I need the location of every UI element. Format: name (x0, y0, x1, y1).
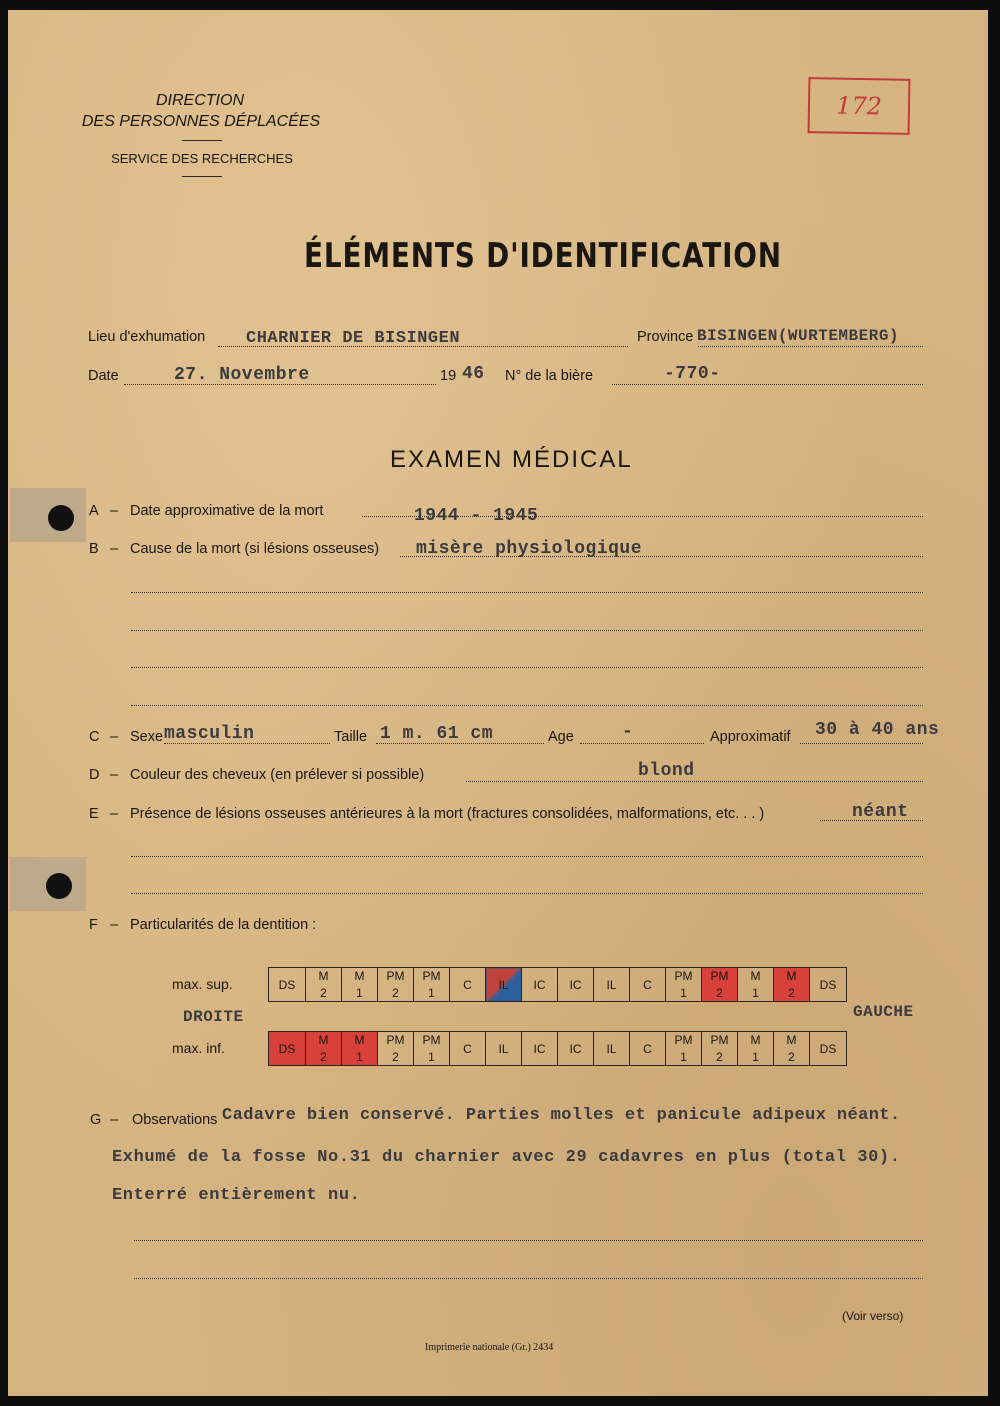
tooth-code: PM (386, 969, 405, 983)
tooth-sup-3 (378, 968, 414, 1002)
tooth-code: DS (278, 977, 296, 992)
tooth-code: C (463, 1041, 472, 1056)
date-label: Date (88, 368, 119, 384)
observations-dotted-line-5 (134, 1278, 923, 1279)
tooth-sup-4 (414, 968, 450, 1002)
header-personnes-deplacees: DES PERSONNES DÉPLACÉES (81, 113, 321, 130)
field-e-extra-line-2 (131, 893, 923, 894)
archive-number-stamp: 172 (808, 77, 911, 135)
tooth-code: M (354, 969, 365, 983)
tooth-code: M (318, 1033, 329, 1047)
tooth-inf-7 (522, 1032, 558, 1066)
tooth-code: C (643, 1041, 652, 1056)
tooth-number: 2 (320, 1050, 327, 1064)
sexe-label: Sexe (130, 729, 164, 745)
tooth-inf-14 (774, 1032, 810, 1066)
tooth-number: 1 (752, 986, 759, 1000)
tooth-sup-14 (774, 968, 810, 1002)
dentition-lower-row (268, 1031, 847, 1066)
tooth-code: IL (498, 977, 509, 992)
tooth-inf-6 (486, 1032, 522, 1066)
tooth-sup-2 (342, 968, 378, 1002)
punch-hole-top (48, 505, 74, 531)
lieu-value: CHARNIER DE BISINGEN (246, 329, 461, 348)
tooth-number: 1 (752, 1050, 759, 1064)
tooth-sup-15 (810, 968, 847, 1002)
tooth-sup-8 (558, 968, 594, 1002)
tooth-code: C (463, 977, 472, 992)
province-dotted-line (698, 346, 923, 347)
header-rule-2 (182, 176, 222, 177)
tooth-code: PM (710, 969, 729, 983)
field-b-label: Cause de la mort (si lésions osseuses) (130, 541, 380, 557)
field-a-value: 1944 - 1945 (414, 506, 539, 526)
tooth-code: IC (533, 977, 546, 992)
field-f-letter: F (89, 917, 98, 933)
max-sup-label: max. sup. (172, 976, 233, 992)
field-g-dash: – (110, 1112, 119, 1128)
tooth-code: M (750, 1033, 761, 1047)
tooth-code: IC (569, 977, 582, 992)
max-inf-label: max. inf. (172, 1040, 225, 1056)
field-b-extra-line-2 (131, 630, 923, 631)
tooth-code: PM (422, 969, 441, 983)
header-service-recherches: SERVICE DES RECHERCHES (111, 151, 293, 166)
field-f-dash: – (110, 917, 119, 933)
tooth-inf-3 (378, 1032, 414, 1066)
tooth-code: C (643, 977, 652, 992)
tooth-sup-7 (522, 968, 558, 1002)
tooth-inf-1 (306, 1032, 342, 1066)
lieu-label: Lieu d'exhumation (88, 329, 206, 345)
tooth-code: M (354, 1033, 365, 1047)
tooth-code: PM (422, 1033, 441, 1047)
field-e-dash: – (110, 806, 119, 822)
droite-label: DROITE (183, 1008, 244, 1026)
tooth-code: M (750, 969, 761, 983)
tooth-inf-10 (630, 1032, 666, 1066)
field-e-extra-line-1 (131, 856, 923, 857)
tooth-sup-6 (486, 968, 522, 1002)
tooth-code: M (786, 1033, 797, 1047)
tooth-number: 1 (356, 986, 363, 1000)
section-title-examen-medical: EXAMEN MÉDICAL (390, 446, 633, 473)
header-direction: DIRECTION (156, 92, 244, 109)
field-c-dash: – (110, 729, 119, 745)
province-label: Province (637, 329, 694, 345)
province-value: BISINGEN(WURTEMBERG) (697, 327, 900, 345)
tooth-sup-5 (450, 968, 486, 1002)
tooth-number: 2 (716, 986, 723, 1000)
year-value: 46 (462, 364, 485, 384)
punch-hole-bottom (46, 873, 72, 899)
year-prefix: 19 (440, 368, 457, 384)
tooth-number: 1 (356, 1050, 363, 1064)
field-b-extra-line-4 (131, 705, 923, 706)
tooth-code: DS (819, 1041, 837, 1056)
tooth-code: IC (533, 1041, 546, 1056)
tooth-code: M (786, 969, 797, 983)
tooth-code: DS (278, 1041, 296, 1056)
tooth-sup-0 (269, 968, 306, 1002)
tooth-number: 1 (428, 1050, 435, 1064)
age-label: Age (548, 729, 574, 745)
tooth-code: IL (606, 977, 617, 992)
tooth-inf-0 (269, 1032, 306, 1066)
biere-label: N° de la bière (505, 368, 594, 384)
tooth-number: 2 (788, 1050, 795, 1064)
tooth-inf-11 (666, 1032, 702, 1066)
field-b-dash: – (110, 541, 119, 557)
tooth-number: 2 (716, 1050, 723, 1064)
approximatif-dotted-line (800, 743, 923, 744)
tooth-number: 1 (680, 986, 687, 1000)
field-g-letter: G (90, 1112, 102, 1128)
printer-imprint: Imprimerie nationale (Gr.) 2434 (425, 1342, 554, 1353)
field-f-label: Particularités de la dentition : (130, 917, 317, 933)
tooth-sup-10 (630, 968, 666, 1002)
tooth-code: PM (386, 1033, 405, 1047)
sexe-value: masculin (164, 724, 255, 744)
tooth-sup-11 (666, 968, 702, 1002)
tooth-inf-5 (450, 1032, 486, 1066)
field-e-letter: E (89, 806, 99, 822)
header-rule-1 (182, 140, 222, 141)
tooth-number: 1 (428, 986, 435, 1000)
tooth-code: M (318, 969, 329, 983)
tooth-code: PM (674, 969, 693, 983)
tooth-inf-13 (738, 1032, 774, 1066)
tooth-inf-12 (702, 1032, 738, 1066)
tooth-number: 2 (392, 986, 399, 1000)
tooth-inf-4 (414, 1032, 450, 1066)
age-dotted-line (580, 743, 704, 744)
tooth-code: IL (606, 1041, 617, 1056)
taille-value: 1 m. 61 cm (380, 724, 494, 744)
field-g-label: Observations (132, 1112, 218, 1128)
field-b-letter: B (89, 541, 99, 557)
field-d-dotted-line (466, 781, 923, 782)
field-a-letter: A (89, 503, 99, 519)
tooth-inf-2 (342, 1032, 378, 1066)
tooth-sup-13 (738, 968, 774, 1002)
tooth-sup-9 (594, 968, 630, 1002)
field-d-letter: D (89, 767, 100, 783)
date-value: 27. Novembre (174, 365, 310, 385)
biere-value: -770- (664, 364, 721, 384)
approximatif-value: 30 à 40 ans (815, 720, 940, 740)
observations-line-3: Enterré entièrement nu. (112, 1186, 361, 1205)
tooth-code: PM (710, 1033, 729, 1047)
page-title: ÉLÉMENTS D'IDENTIFICATION (304, 236, 782, 276)
tooth-inf-8 (558, 1032, 594, 1066)
tooth-number: 2 (788, 986, 795, 1000)
field-d-label: Couleur des cheveux (en prélever si possible) (130, 767, 425, 783)
observations-dotted-line-4 (134, 1240, 923, 1241)
tooth-code: IL (498, 1041, 509, 1056)
field-d-value: blond (638, 761, 695, 781)
field-c-letter: C (89, 729, 100, 745)
approximatif-label: Approximatif (710, 729, 791, 745)
dentition-upper-row (268, 967, 847, 1002)
biere-dotted-line (612, 384, 923, 385)
tooth-number: 2 (392, 1050, 399, 1064)
field-b-value: misère physiologique (416, 539, 643, 559)
age-value: - (622, 722, 634, 742)
tooth-number: 1 (680, 1050, 687, 1064)
gauche-label: GAUCHE (853, 1003, 914, 1021)
voir-verso-note: (Voir verso) (842, 1309, 904, 1323)
field-d-dash: – (110, 767, 119, 783)
field-e-label: Présence de lésions osseuses antérieures à la mort (fractures consolidées, malformations, etc. . . ) (130, 806, 765, 822)
field-a-dash: – (110, 503, 119, 519)
tooth-number: 2 (320, 986, 327, 1000)
field-b-extra-line-1 (131, 592, 923, 593)
tooth-inf-9 (594, 1032, 630, 1066)
taille-label: Taille (334, 729, 368, 745)
observations-line-2: Exhumé de la fosse No.31 du charnier avec 29 cadavres en plus (total 30). (112, 1148, 901, 1167)
tooth-code: PM (674, 1033, 693, 1047)
tooth-inf-15 (810, 1032, 847, 1066)
tooth-code: DS (819, 977, 837, 992)
tooth-sup-1 (306, 968, 342, 1002)
observations-line-1: Cadavre bien conservé. Parties molles et panicule adipeux néant. (222, 1106, 901, 1125)
tooth-code: IC (569, 1041, 582, 1056)
field-a-label: Date approximative de la mort (130, 503, 324, 519)
field-e-value: néant (852, 802, 909, 822)
field-b-extra-line-3 (131, 667, 923, 668)
tooth-sup-12 (702, 968, 738, 1002)
